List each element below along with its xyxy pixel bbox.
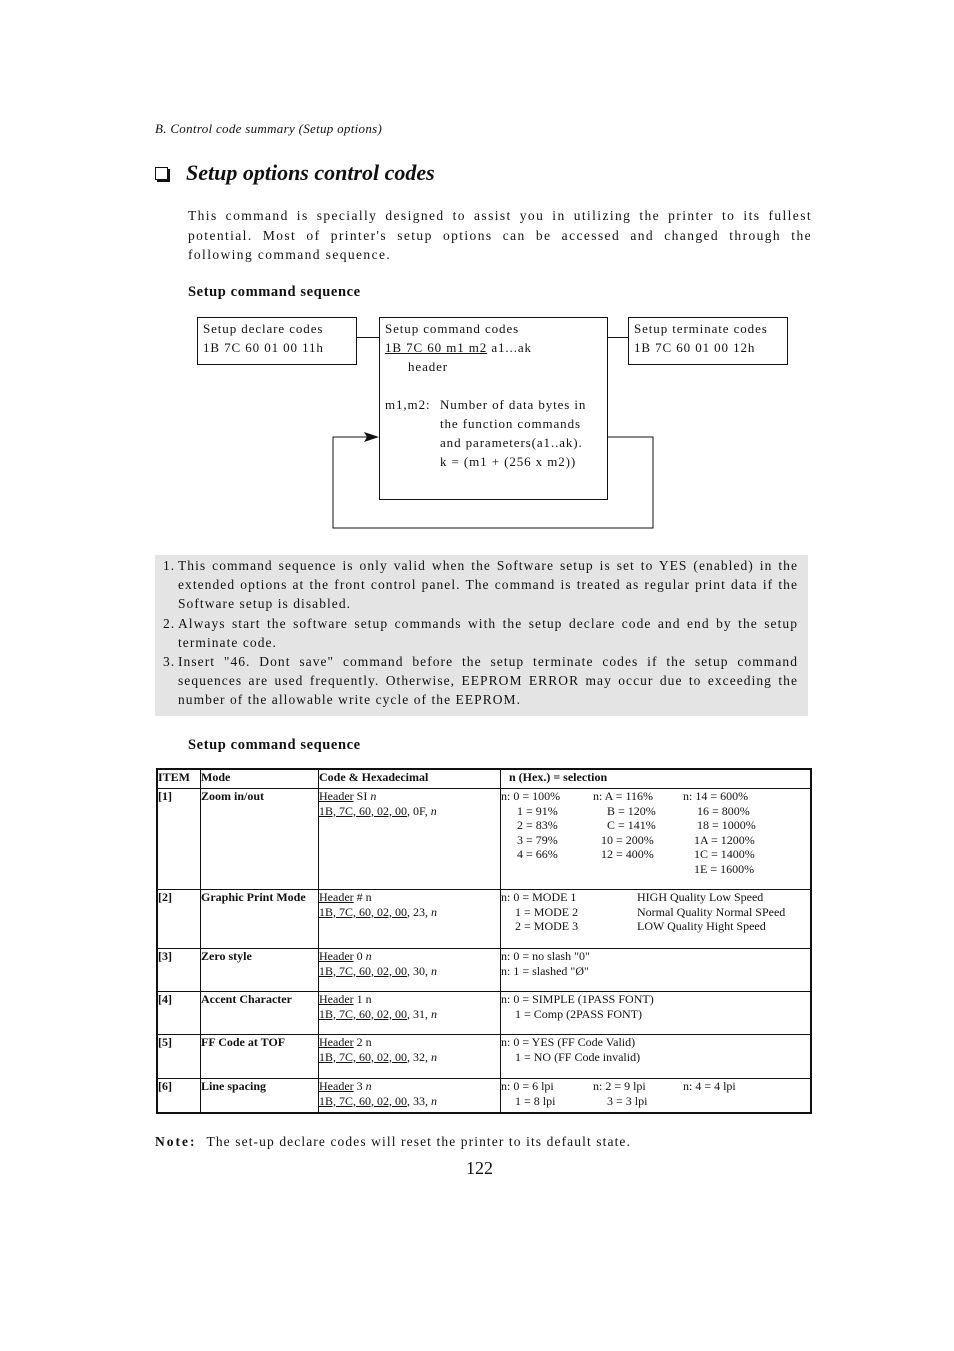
hex-text: , 32,: [407, 1049, 432, 1064]
header-word: Header: [319, 992, 354, 1006]
table-row: [157, 789, 811, 890]
item-cell: [4]: [157, 992, 201, 1035]
zoom-value: 1C = 1400%: [694, 847, 755, 861]
code-cell: [319, 949, 501, 992]
selection-cell: [501, 789, 812, 890]
spacing-col-2: [593, 1079, 683, 1108]
declare-title: Setup declare codes: [203, 321, 324, 336]
command-table: [156, 768, 812, 1114]
mode-cell: Line spacing: [201, 1079, 319, 1113]
code-param: n: [365, 1079, 372, 1093]
selection-cell: [501, 1035, 812, 1079]
code-cell: [319, 789, 501, 890]
note-text: Always start the software setup commands with the setup declare code and end by the setup terminate code.: [178, 615, 798, 650]
zoom-value: B = 120%: [607, 803, 656, 818]
col-header: n (Hex.) = selection: [501, 769, 812, 789]
note-number: 1.: [163, 558, 176, 573]
col-header: ITEM: [157, 769, 201, 789]
code-cell: [319, 992, 501, 1035]
zoom-value: 2 = 83%: [517, 818, 558, 832]
code-text: SI: [353, 789, 371, 803]
accent-value: n: 0 = SIMPLE (1PASS FONT): [501, 992, 654, 1006]
selection-cell: [501, 949, 812, 992]
hex-prefix: 1B, 7C, 60, 02, 00: [319, 1093, 408, 1108]
mode-cell: Zero style: [201, 949, 319, 992]
note-item: [163, 652, 798, 710]
hex-prefix: 1B, 7C, 60, 02, 00: [319, 963, 408, 978]
hex-prefix: 1B, 7C, 60, 02, 00: [319, 904, 408, 919]
mode-cell: Zoom in/out: [201, 789, 319, 890]
code-cell: [319, 1079, 501, 1113]
zoom-col-3: [683, 789, 783, 876]
ff-value: n: 0 = YES (FF Code Valid): [501, 1035, 636, 1049]
header-word: Header: [319, 1035, 354, 1049]
mode-desc: Normal Quality Normal SPeed: [637, 904, 786, 919]
zoom-value: n: A = 116%: [593, 789, 653, 803]
item-cell: [3]: [157, 949, 201, 992]
code-text: 3: [353, 1079, 366, 1093]
mode-desc: LOW Quality Hight Speed: [637, 919, 766, 933]
zoom-value: 4 = 66%: [517, 847, 558, 861]
section-title-text: Setup options control codes: [186, 160, 435, 185]
selection-cell: [501, 890, 812, 949]
col-header: Code & Hexadecimal: [319, 769, 501, 789]
note-number: 3.: [163, 654, 176, 670]
command-title: Setup command codes: [385, 321, 520, 336]
note-text: This command sequence is only valid when the Software setup is set to YES (enabled) in the extended options at the front control panel. The command is treated as regular print data if the Software setup is disabled.: [178, 558, 798, 612]
mode-value: 2 = MODE 3: [515, 919, 579, 933]
selection-cell: [501, 992, 812, 1035]
hex-param: n: [431, 963, 438, 978]
zoom-value: C = 141%: [607, 818, 656, 832]
zoom-value: n: 14 = 600%: [683, 789, 749, 803]
col-header: Mode: [201, 769, 319, 789]
spacing-col-3: [683, 1079, 783, 1108]
footer-note: [155, 1134, 631, 1150]
spacing-value: n: 4 = 4 lpi: [683, 1079, 736, 1093]
note-item: [163, 556, 798, 614]
code-text: # n: [353, 890, 372, 904]
note-item: [163, 614, 798, 652]
graphic-desc: [637, 890, 807, 934]
code-param: n: [370, 789, 377, 803]
running-header: B. Control code summary (Setup options): [155, 121, 383, 136]
terminate-code: 1B 7C 60 01 00 12h: [634, 340, 756, 355]
footer-note-text: The set-up declare codes will reset the printer to its default state.: [206, 1134, 632, 1149]
m-desc-line: the function commands: [440, 416, 581, 431]
mode-value: n: 0 = MODE 1: [501, 890, 577, 904]
hex-param: n: [430, 803, 437, 818]
notes-panel: [155, 555, 808, 716]
table-row: [157, 1079, 811, 1113]
m-desc-line: k = (m1 + (256 x m2)): [440, 454, 577, 469]
accent-value: 1 = Comp (2PASS FONT): [515, 1006, 643, 1021]
hex-prefix: 1B, 7C, 60, 02, 00: [319, 1049, 408, 1064]
declare-code: 1B 7C 60 01 00 11h: [203, 340, 324, 355]
hex-param: n: [431, 1093, 438, 1108]
command-code-args: a1...ak: [487, 340, 532, 355]
note-number: 2.: [163, 615, 176, 631]
footer-note-label: Note:: [155, 1134, 197, 1149]
code-text: 1 n: [353, 992, 372, 1006]
code-cell: [319, 1035, 501, 1079]
terminate-title: Setup terminate codes: [634, 321, 768, 336]
hex-text: , 33,: [407, 1093, 432, 1108]
hex-text: , 30,: [407, 963, 432, 978]
item-cell: [1]: [157, 789, 201, 890]
zoom-value: 18 = 1000%: [697, 818, 756, 832]
zoom-col-2: [593, 789, 683, 876]
subhead-sequence: Setup command sequence: [188, 284, 361, 300]
mode-value: 1 = MODE 2: [515, 904, 579, 919]
code-text: 2 n: [353, 1035, 372, 1049]
item-cell: [5]: [157, 1035, 201, 1079]
table-row: [157, 890, 811, 949]
zoom-value: n: 0 = 100%: [501, 789, 561, 803]
spacing-col-1: [501, 1079, 593, 1108]
m-desc-line: Number of data bytes in: [440, 397, 587, 412]
zoom-col-1: [501, 789, 593, 876]
zero-value: n: 0 = no slash "0": [501, 949, 590, 963]
zoom-value: 3 = 79%: [517, 832, 558, 847]
zoom-value: 16 = 800%: [697, 803, 750, 818]
header-label: header: [408, 359, 449, 374]
mode-cell: Graphic Print Mode: [201, 890, 319, 949]
zoom-value: 1E = 1600%: [694, 861, 755, 876]
mode-cell: Accent Character: [201, 992, 319, 1035]
table-header-row: [157, 769, 811, 789]
m-desc-line: and parameters(a1..ak).: [440, 435, 583, 450]
table-row: [157, 949, 811, 992]
subhead-table: Setup command sequence: [188, 737, 361, 753]
ff-value: 1 = NO (FF Code invalid): [515, 1049, 641, 1064]
item-cell: [6]: [157, 1079, 201, 1113]
note-text: Insert "46. Dont save" command before the setup terminate codes if the setup command sequences are used frequently. Otherwise, EEPROM ERROR may occur due to exceeding the number of the allowable write cycle of the EEPROM.: [178, 654, 798, 708]
graphic-modes: [501, 890, 637, 934]
hex-text: , 23,: [407, 904, 432, 919]
selection-cell: [501, 1079, 812, 1113]
zoom-value: 12 = 400%: [601, 847, 654, 861]
code-cell: [319, 890, 501, 949]
mode-desc: HIGH Quality Low Speed: [637, 890, 764, 904]
page-number: 122: [466, 1158, 493, 1178]
header-word: Header: [319, 789, 354, 803]
code-text: 0: [353, 949, 366, 963]
header-word: Header: [319, 890, 354, 904]
hex-text: , 31,: [407, 1006, 432, 1021]
code-param: n: [365, 949, 372, 963]
zero-value: n: 1 = slashed "Ø": [501, 963, 589, 978]
table-row: [157, 1035, 811, 1079]
zoom-value: 10 = 200%: [601, 832, 654, 847]
intro-paragraph: This command is specially designed to assist you in utilizing the printer to its fullest potential. Most of printer's setup options can be accessed and changed through the following command sequence.: [188, 208, 812, 262]
zoom-value: 1A = 1200%: [694, 832, 755, 847]
hex-prefix: 1B, 7C, 60, 02, 00: [319, 1006, 408, 1021]
header-word: Header: [319, 949, 354, 963]
table-row: [157, 992, 811, 1035]
header-word: Header: [319, 1079, 354, 1093]
m-label: m1,m2:: [385, 397, 431, 412]
spacing-value: 3 = 3 lpi: [607, 1093, 648, 1108]
hex-param: n: [431, 904, 438, 919]
spacing-value: 1 = 8 lpi: [515, 1093, 556, 1108]
spacing-value: n: 0 = 6 lpi: [501, 1079, 554, 1093]
hex-param: n: [431, 1006, 438, 1021]
hex-param: n: [431, 1049, 438, 1064]
hex-text: , 0F,: [407, 803, 431, 818]
spacing-value: n: 2 = 9 lpi: [593, 1079, 646, 1093]
command-code-header: 1B 7C 60 m1 m2: [385, 340, 488, 355]
mode-cell: FF Code at TOF: [201, 1035, 319, 1079]
zoom-value: 1 = 91%: [517, 803, 558, 818]
item-cell: [2]: [157, 890, 201, 949]
hex-prefix: 1B, 7C, 60, 02, 00: [319, 803, 408, 818]
